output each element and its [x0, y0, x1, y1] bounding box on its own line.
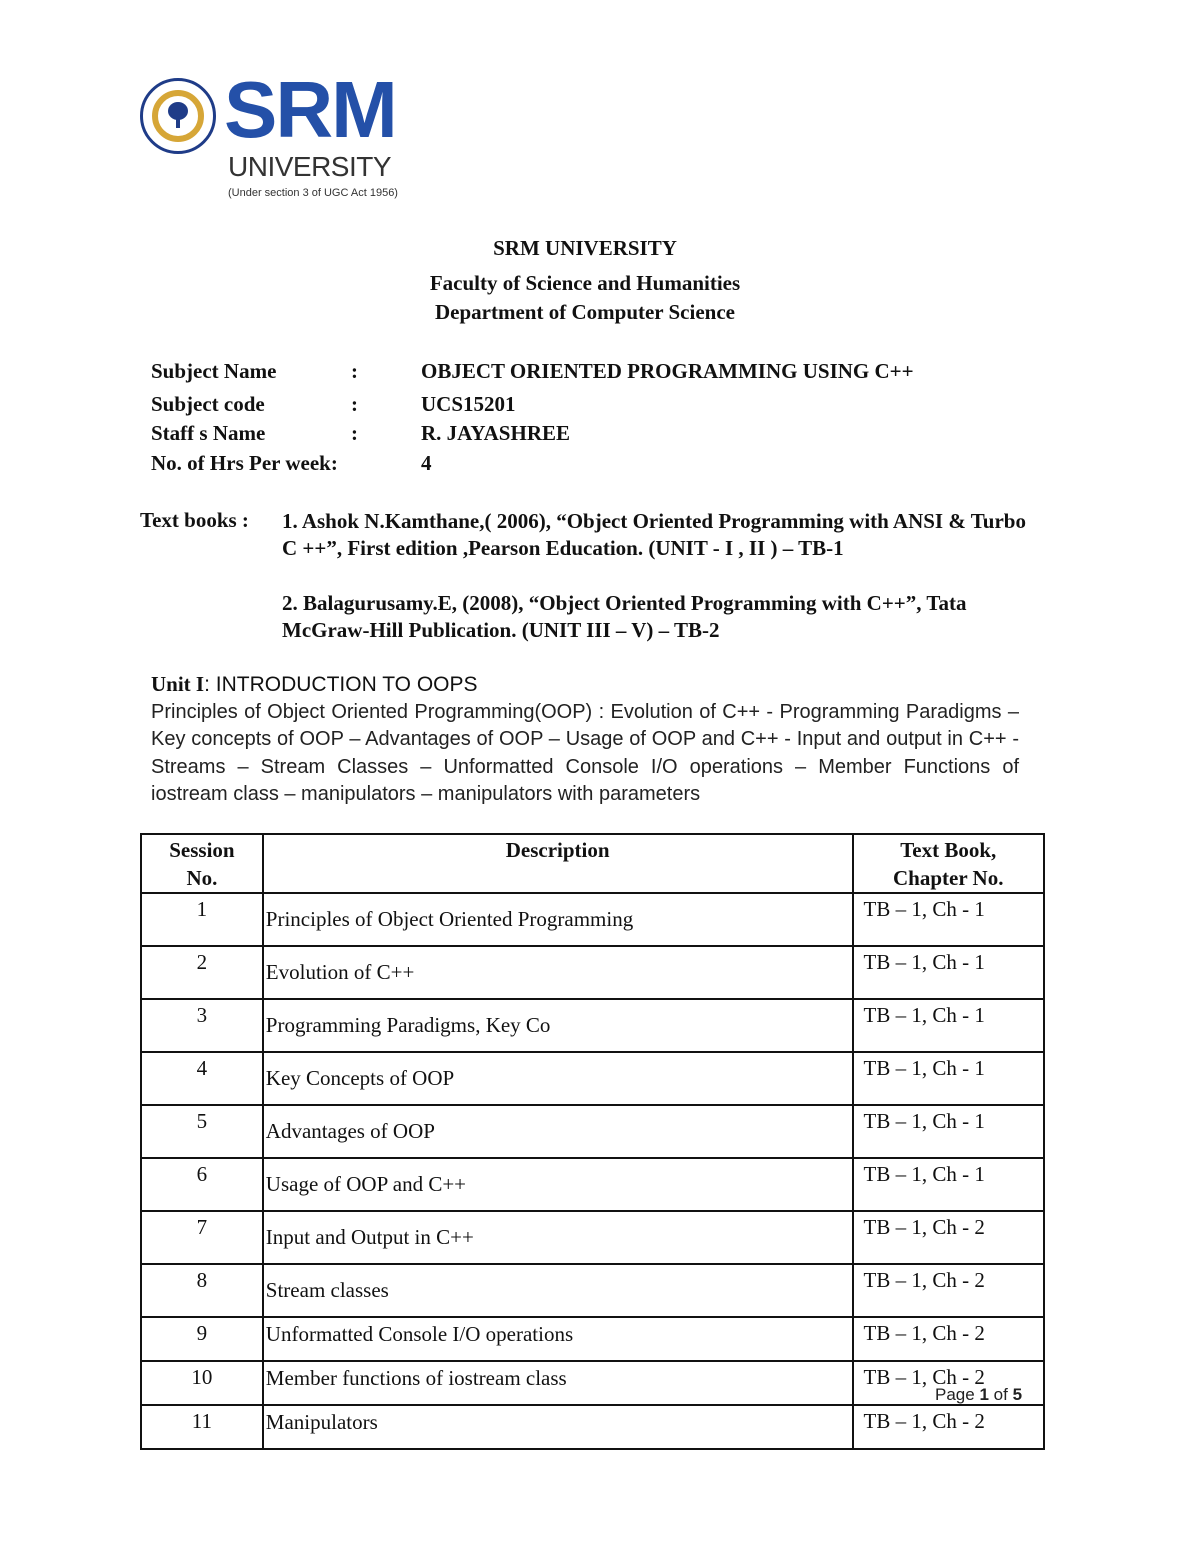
session-table: [140, 833, 1045, 1450]
session-textbook: TB – 1, Ch - 1: [853, 1105, 1045, 1158]
subject-info-label: Staff s Name: [151, 421, 266, 445]
table-row: [141, 1361, 1044, 1405]
table-row: [141, 1405, 1044, 1449]
subject-info-label: Subject Name: [151, 359, 277, 383]
header-session: Session No.: [141, 834, 263, 893]
session-description: Stream classes: [263, 1264, 853, 1317]
session-description: Usage of OOP and C++: [263, 1158, 853, 1211]
table-row: [141, 1158, 1044, 1211]
unit-description: Principles of Object Oriented Programming(OOP) : Evolution of C++ - Programming Paradigms – Key concepts of OOP – Advantages of OOP – Usage of OOP and C++ - Input and output in C++ - Streams – Stream Classes – Unformatted Console I/O operations – Member Functions of iostream class – manipulators – manipulators with parameters: [151, 701, 1019, 805]
header-description: Description: [263, 834, 853, 893]
session-description: Advantages of OOP: [263, 1105, 853, 1158]
session-textbook: TB – 1, Ch - 2: [853, 1264, 1045, 1317]
session-number: 7: [141, 1211, 263, 1264]
subject-info-value: R. JAYASHREE: [421, 421, 570, 445]
session-description: Programming Paradigms, Key Co: [263, 999, 853, 1052]
table-row: [141, 1264, 1044, 1317]
university-logo: [140, 65, 410, 210]
page-number: Page 1 of 5: [935, 1385, 1023, 1404]
session-number: 10: [141, 1361, 263, 1405]
session-description: Key Concepts of OOP: [263, 1052, 853, 1105]
session-description: Principles of Object Oriented Programming: [263, 893, 853, 946]
subject-info-value: UCS15201: [421, 392, 516, 416]
session-number: 6: [141, 1158, 263, 1211]
session-textbook: TB – 1, Ch - 2: [853, 1361, 1045, 1405]
session-description: Unformatted Console I/O operations: [263, 1317, 853, 1361]
session-description: Member functions of iostream class: [263, 1361, 853, 1405]
university-title: SRM UNIVERSITY: [493, 236, 677, 260]
table-row: [141, 999, 1044, 1052]
table-header-row: [141, 834, 1044, 893]
unit-name: : INTRODUCTION TO OOPS: [204, 673, 478, 696]
university-seal-icon: [140, 78, 216, 154]
subject-info-value: 4: [421, 451, 432, 475]
session-number: 1: [141, 893, 263, 946]
subject-info-colon: :: [351, 392, 358, 416]
session-textbook: TB – 1, Ch - 1: [853, 946, 1045, 999]
textbooks-label: Text books :: [140, 508, 249, 532]
session-number: 4: [141, 1052, 263, 1105]
session-description: Input and Output in C++: [263, 1211, 853, 1264]
subject-info-colon: :: [351, 421, 358, 445]
textbook-item: 1. Ashok N.Kamthane,( 2006), “Object Oriented Programming with ANSI & Turbo C ++”, First edition ,Pearson Education. (UNIT - I , II ) – TB-1: [282, 509, 1026, 560]
session-textbook: TB – 1, Ch - 2: [853, 1317, 1045, 1361]
session-number: 3: [141, 999, 263, 1052]
subject-info-label: No. of Hrs Per week:: [151, 451, 338, 475]
subject-info-value: OBJECT ORIENTED PROGRAMMING USING C++: [421, 359, 914, 383]
faculty-title: Faculty of Science and Humanities: [429, 271, 741, 295]
logo-subtitle: UNIVERSITY: [228, 151, 392, 182]
table-row: [141, 1317, 1044, 1361]
unit-title: [151, 672, 478, 697]
session-number: 8: [141, 1264, 263, 1317]
subject-info-label: Subject code: [151, 392, 265, 416]
table-row: [141, 893, 1044, 946]
textbook-item: 2. Balagurusamy.E, (2008), “Object Oriented Programming with C++”, Tata McGraw-Hill Publication. (UNIT III – V) – TB-2: [282, 591, 967, 642]
logo-brand: SRM: [224, 65, 396, 154]
table-row: [141, 1105, 1044, 1158]
subject-info-colon: :: [351, 359, 358, 383]
session-number: 11: [141, 1405, 263, 1449]
session-number: 9: [141, 1317, 263, 1361]
session-number: 5: [141, 1105, 263, 1158]
session-number: 2: [141, 946, 263, 999]
table-row: [141, 1052, 1044, 1105]
department-title: Department of Computer Science: [435, 300, 735, 324]
session-textbook: TB – 1, Ch - 2: [853, 1211, 1045, 1264]
header-textbook: Text Book, Chapter No.: [853, 834, 1045, 893]
session-textbook: TB – 1, Ch - 1: [853, 1052, 1045, 1105]
session-textbook: TB – 1, Ch - 2: [853, 1405, 1045, 1449]
unit-label: Unit I: [151, 672, 205, 696]
table-row: [141, 1211, 1044, 1264]
table-row: [141, 946, 1044, 999]
logo-tagline: (Under section 3 of UGC Act 1956): [228, 187, 398, 199]
session-textbook: TB – 1, Ch - 1: [853, 1158, 1045, 1211]
session-description: Manipulators: [263, 1405, 853, 1449]
session-description: Evolution of C++: [263, 946, 853, 999]
session-textbook: TB – 1, Ch - 1: [853, 999, 1045, 1052]
session-textbook: TB – 1, Ch - 1: [853, 893, 1045, 946]
